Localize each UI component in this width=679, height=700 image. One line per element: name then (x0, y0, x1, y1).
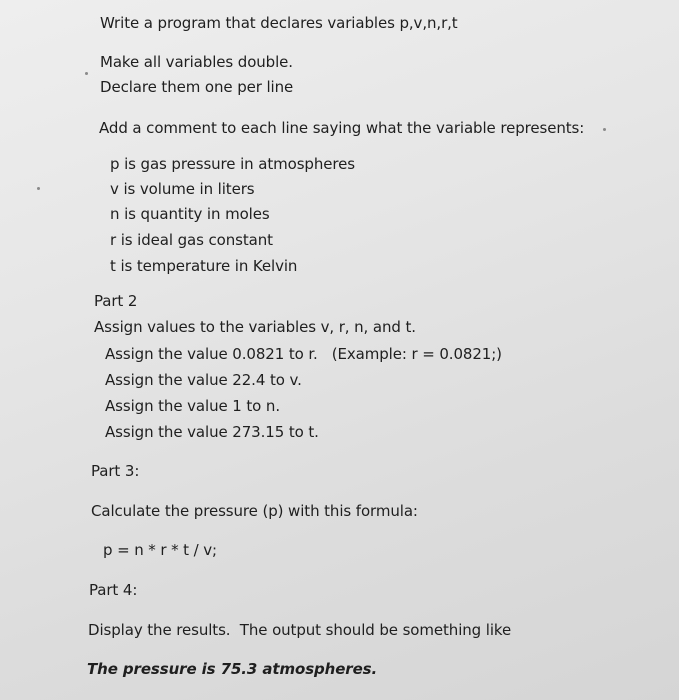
assign-t-line: Assign the value 273.15 to t. (105, 423, 319, 441)
variable-v-description: v is volume in liters (110, 180, 255, 198)
part4-title: Part 4: (89, 581, 138, 599)
speck-mark (603, 128, 606, 131)
part4-instruction: Display the results. The output should be something like (88, 621, 512, 639)
pressure-formula: p = n * r * t / v; (103, 541, 217, 559)
part3-instruction: Calculate the pressure (p) with this formula: (91, 502, 418, 520)
assign-n-line: Assign the value 1 to n. (105, 397, 280, 415)
assign-v-line: Assign the value 22.4 to v. (105, 371, 302, 389)
comment-instruction: Add a comment to each line saying what the variable represents: (99, 119, 585, 137)
part2-intro: Assign values to the variables v, r, n, and t. (94, 318, 416, 336)
speck-mark (85, 72, 88, 75)
part2-title: Part 2 (94, 292, 138, 310)
sample-output: The pressure is 75.3 atmospheres. (87, 660, 378, 678)
assign-r-line: Assign the value 0.0821 to r. (Example: r = 0.0821;) (105, 345, 502, 363)
double-instruction: Make all variables double. (100, 53, 293, 71)
variable-n-description: n is quantity in moles (110, 205, 270, 223)
variable-r-description: r is ideal gas constant (110, 231, 273, 249)
assignment-heading: Write a program that declares variables p,v,n,r,t (100, 14, 458, 32)
variable-p-description: p is gas pressure in atmospheres (110, 155, 355, 173)
one-per-line-instruction: Declare them one per line (100, 78, 294, 96)
variable-t-description: t is temperature in Kelvin (110, 257, 298, 275)
speck-mark (37, 187, 40, 190)
part3-title: Part 3: (91, 462, 140, 480)
